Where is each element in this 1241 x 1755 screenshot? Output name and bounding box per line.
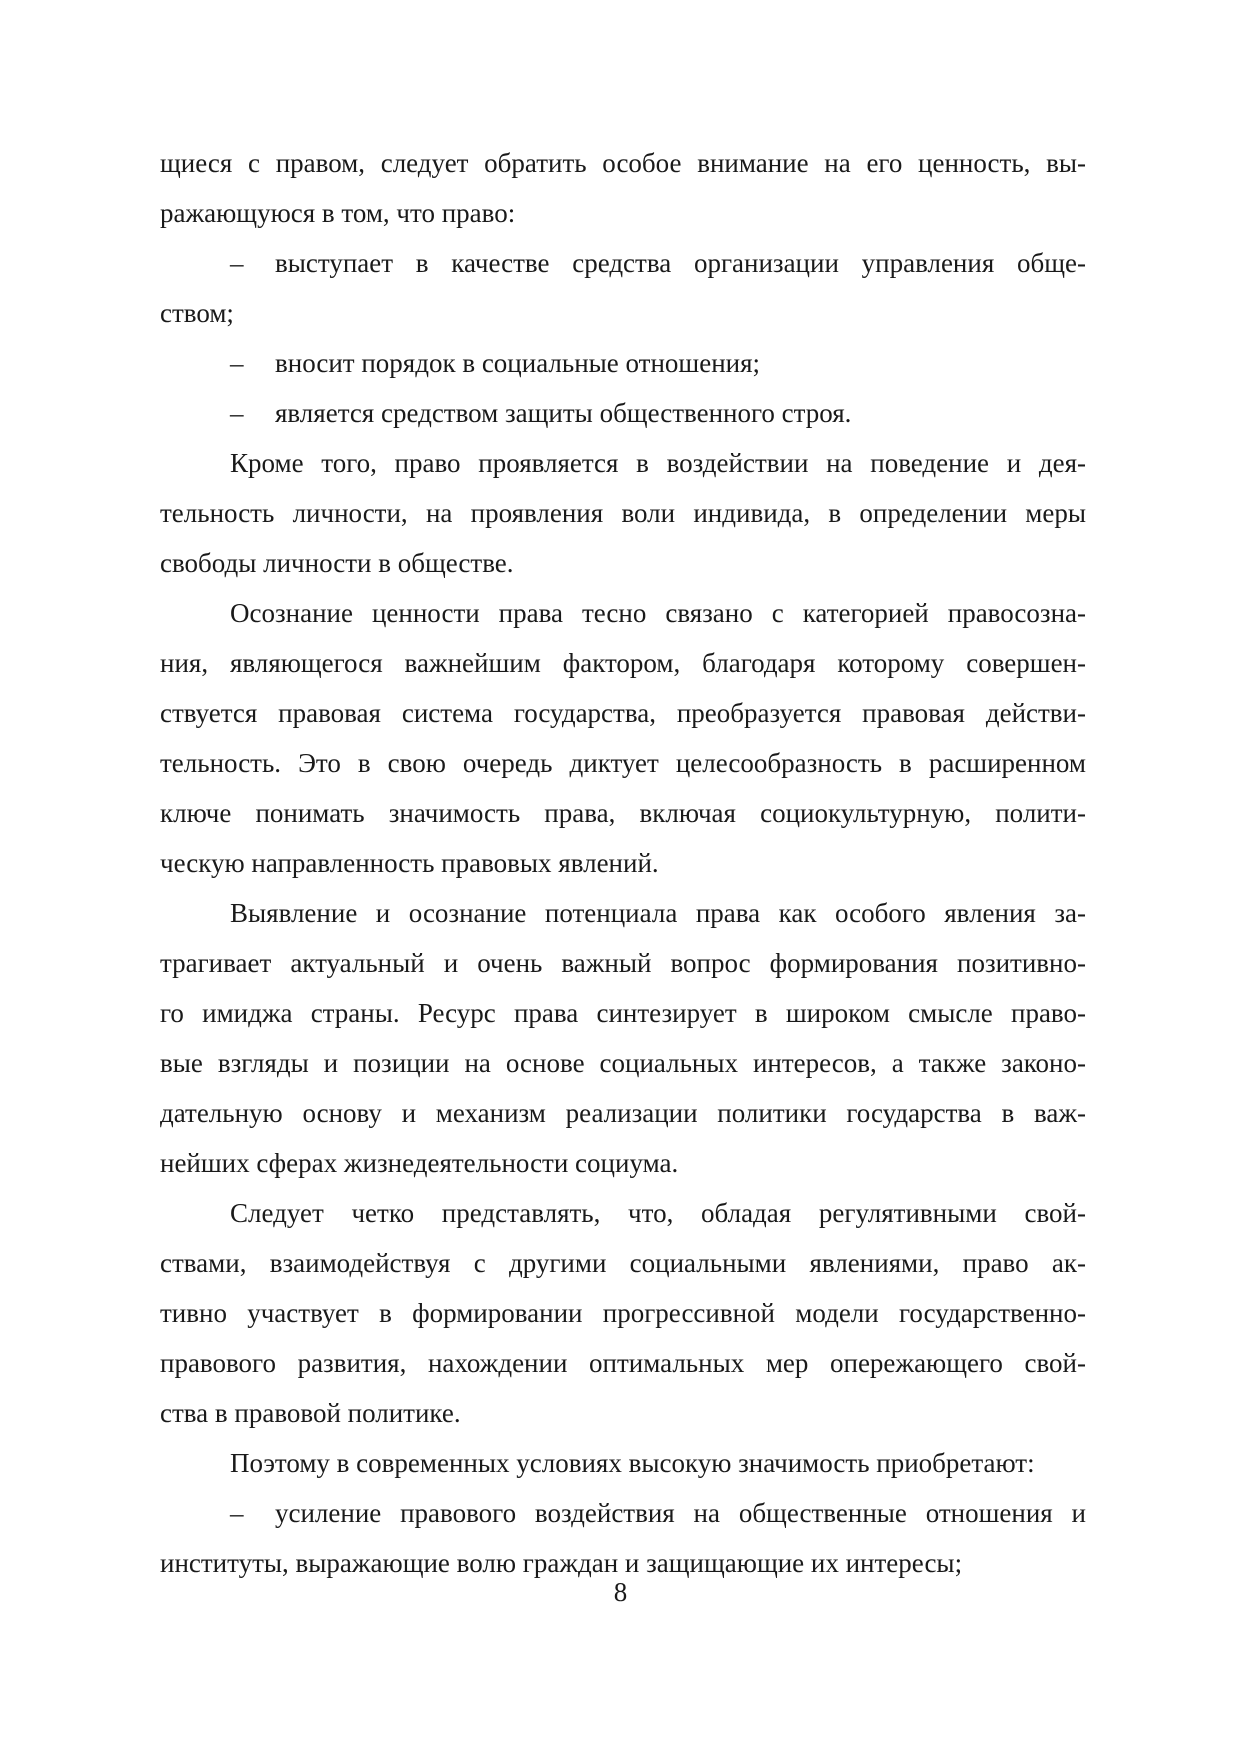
page-number: 8 [613, 1577, 628, 1607]
text-line: ния, являющегося важнейшим фактором, благодаря которому совершен- [160, 648, 1086, 678]
text-line: институты, выражающие волю граждан и защищающие их интересы; [160, 1548, 963, 1578]
list-item-text: усиление правового воздействия на общественные отношения и [275, 1498, 1086, 1528]
text-line: ствуется правовая система государства, преобразуется правовая действи- [160, 698, 1086, 728]
list-item [160, 388, 1086, 438]
body-text [160, 138, 1086, 1588]
paragraph-first-line: Выявление и осознание потенциала права как особого явления за- [230, 898, 1086, 928]
text-line: нейших сферах жизнедеятельности социума. [160, 1148, 679, 1178]
text-line: свободы личности в обществе. [160, 548, 514, 578]
list-item-text: выступает в качестве средства организации управления обще- [275, 248, 1086, 278]
dash-marker: – [230, 348, 244, 378]
text-line: ражающуюся в том, что право: [160, 198, 516, 228]
text-line: ствами, взаимодействуя с другими социальными явлениями, право ак- [160, 1248, 1086, 1278]
text-line: ством; [160, 298, 234, 328]
dash-marker: – [230, 1498, 244, 1528]
text-line: правового развития, нахождении оптимальных мер опережающего свой- [160, 1348, 1086, 1378]
dash-marker: – [230, 398, 244, 428]
list-item [160, 238, 1086, 288]
paragraph-first-line: Следует четко представлять, что, обладая регулятивными свой- [230, 1198, 1086, 1228]
paragraph-first-line: Поэтому в современных условиях высокую значимость приобретают: [230, 1448, 1035, 1478]
list-item [160, 1488, 1086, 1538]
text-line: трагивает актуальный и очень важный вопрос формирования позитивно- [160, 948, 1086, 978]
text-line: ства в правовой политике. [160, 1398, 461, 1428]
text-line: тельность личности, на проявления воли индивида, в определении меры [160, 498, 1086, 528]
list-item-text: является средством защиты общественного строя. [275, 398, 852, 428]
text-line: дательную основу и механизм реализации политики государства в важ- [160, 1098, 1086, 1128]
text-line: ческую направленность правовых явлений. [160, 848, 659, 878]
text-line: ключе понимать значимость права, включая социокультурную, полити- [160, 798, 1086, 828]
dash-marker: – [230, 248, 244, 278]
text-line: вые взгляды и позиции на основе социальных интересов, а также законо- [160, 1048, 1086, 1078]
text-line: тельность. Это в свою очередь диктует целесообразность в расширенном [160, 748, 1086, 778]
list-item [160, 338, 1086, 388]
text-line: щиеся с правом, следует обратить особое внимание на его ценность, вы- [160, 148, 1086, 178]
paragraph-first-line: Осознание ценности права тесно связано с категорией правосозна- [230, 598, 1086, 628]
text-line: го имиджа страны. Ресурс права синтезирует в широком смысле право- [160, 998, 1086, 1028]
list-item-text: вносит порядок в социальные отношения; [275, 348, 761, 378]
text-line: тивно участвует в формировании прогрессивной модели государственно- [160, 1298, 1086, 1328]
paragraph-first-line: Кроме того, право проявляется в воздействии на поведение и дея- [230, 448, 1086, 478]
